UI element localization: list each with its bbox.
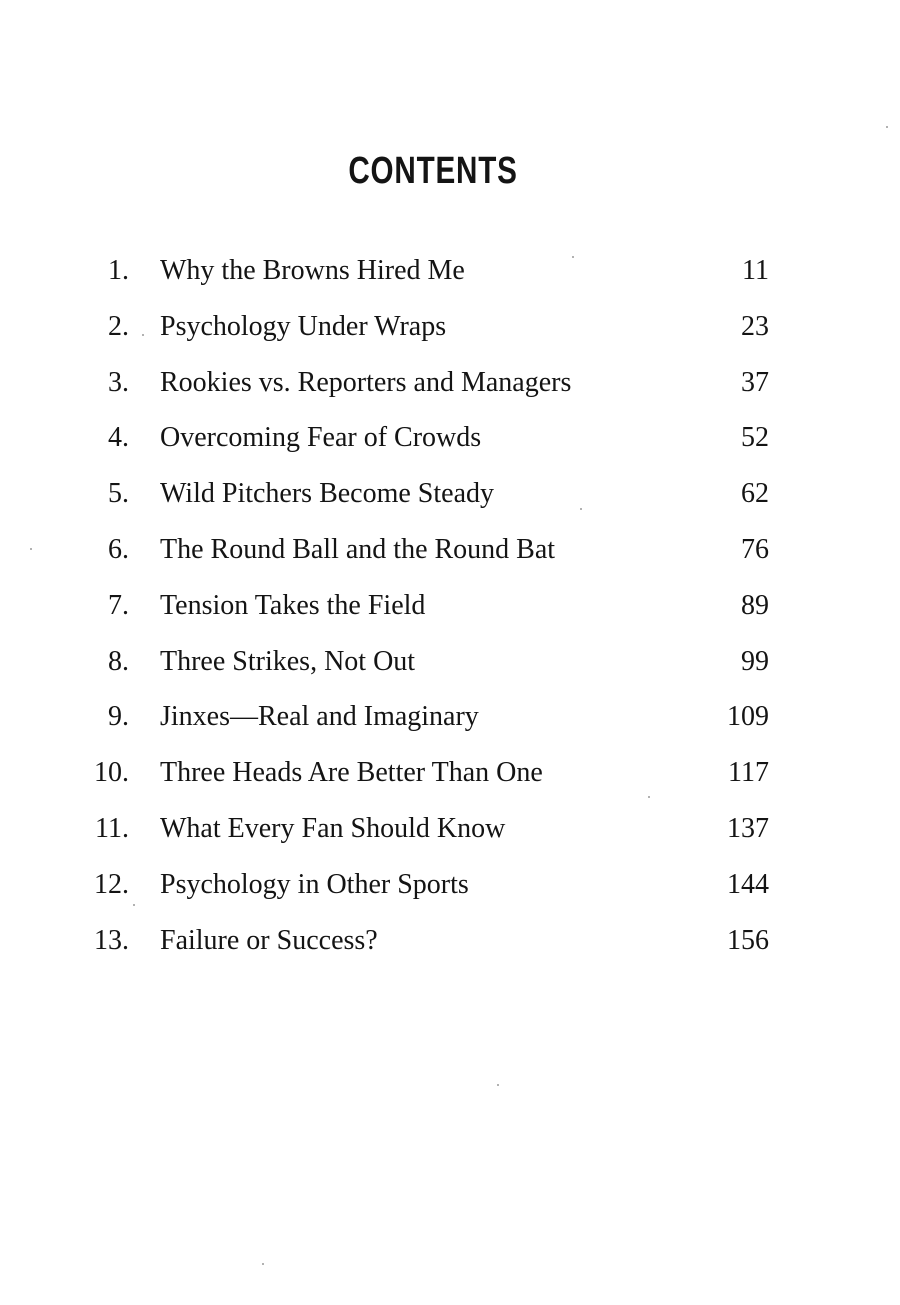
scan-speck (30, 548, 32, 550)
toc-entry-1 (0, 243, 900, 299)
scan-speck (886, 126, 888, 128)
chapter-page: 76 (741, 533, 769, 565)
chapter-page: 37 (741, 366, 769, 398)
toc-entry-13 (0, 913, 900, 969)
chapter-number: 12. (94, 868, 129, 900)
chapter-page: 99 (741, 645, 769, 677)
chapter-title: Wild Pitchers Become Steady (160, 478, 495, 510)
chapter-page: 156 (727, 924, 769, 956)
scan-speck (262, 1263, 264, 1265)
chapter-title: Why the Browns Hired Me (160, 255, 465, 286)
chapter-title: Psychology in Other Sports (160, 868, 469, 900)
chapter-page: 117 (728, 757, 769, 789)
chapter-page: 109 (727, 701, 769, 733)
chapter-number: 13. (94, 924, 129, 956)
chapter-title: Psychology Under Wraps (160, 310, 447, 342)
chapter-page: 137 (727, 812, 769, 844)
chapter-number: 11. (95, 812, 129, 844)
chapter-number: 7. (108, 589, 129, 621)
chapter-title: The Round Ball and the Round Bat (160, 533, 556, 565)
scan-speck (648, 796, 650, 798)
chapter-number: 2. (108, 310, 129, 342)
scan-speck (133, 904, 135, 906)
scan-speck (580, 508, 582, 510)
chapter-number: 3. (108, 366, 129, 398)
chapter-page: 23 (741, 310, 769, 342)
chapter-number: 1. (108, 255, 129, 286)
scan-speck (497, 1084, 499, 1086)
chapter-title: Rookies vs. Reporters and Managers (160, 366, 572, 398)
chapter-page: 62 (741, 478, 769, 510)
chapter-title: Failure or Success? (160, 924, 378, 956)
toc-entry-2 (0, 299, 900, 355)
scan-speck (142, 334, 144, 336)
toc-entry-6 (0, 522, 900, 578)
scan-speck (572, 256, 574, 258)
chapter-title: Three Strikes, Not Out (160, 645, 416, 677)
toc-entry-11 (0, 801, 900, 857)
chapter-page: 11 (742, 255, 769, 286)
chapter-number: 5. (108, 478, 129, 510)
chapter-page: 89 (741, 589, 769, 621)
toc-entry-10 (0, 745, 900, 801)
toc-entry-3 (0, 355, 900, 411)
chapter-title: What Every Fan Should Know (160, 812, 506, 844)
chapter-page: 52 (741, 422, 769, 454)
chapter-number: 9. (108, 701, 129, 733)
chapter-page: 144 (727, 868, 769, 900)
chapter-number: 6. (108, 533, 129, 565)
chapter-number: 10. (94, 757, 129, 789)
toc-entry-7 (0, 578, 900, 634)
table-of-contents (0, 243, 900, 968)
chapter-number: 8. (108, 645, 129, 677)
toc-entry-5 (0, 466, 900, 522)
page-title: CONTENTS (348, 150, 518, 192)
toc-entry-4 (0, 410, 900, 466)
chapter-title: Three Heads Are Better Than One (160, 757, 543, 789)
chapter-title: Overcoming Fear of Crowds (160, 422, 482, 454)
chapter-number: 4. (108, 422, 129, 454)
chapter-title: Tension Takes the Field (160, 589, 426, 621)
toc-entry-12 (0, 857, 900, 913)
toc-entry-9 (0, 689, 900, 745)
chapter-title: Jinxes—Real and Imaginary (160, 701, 479, 733)
toc-entry-8 (0, 634, 900, 690)
